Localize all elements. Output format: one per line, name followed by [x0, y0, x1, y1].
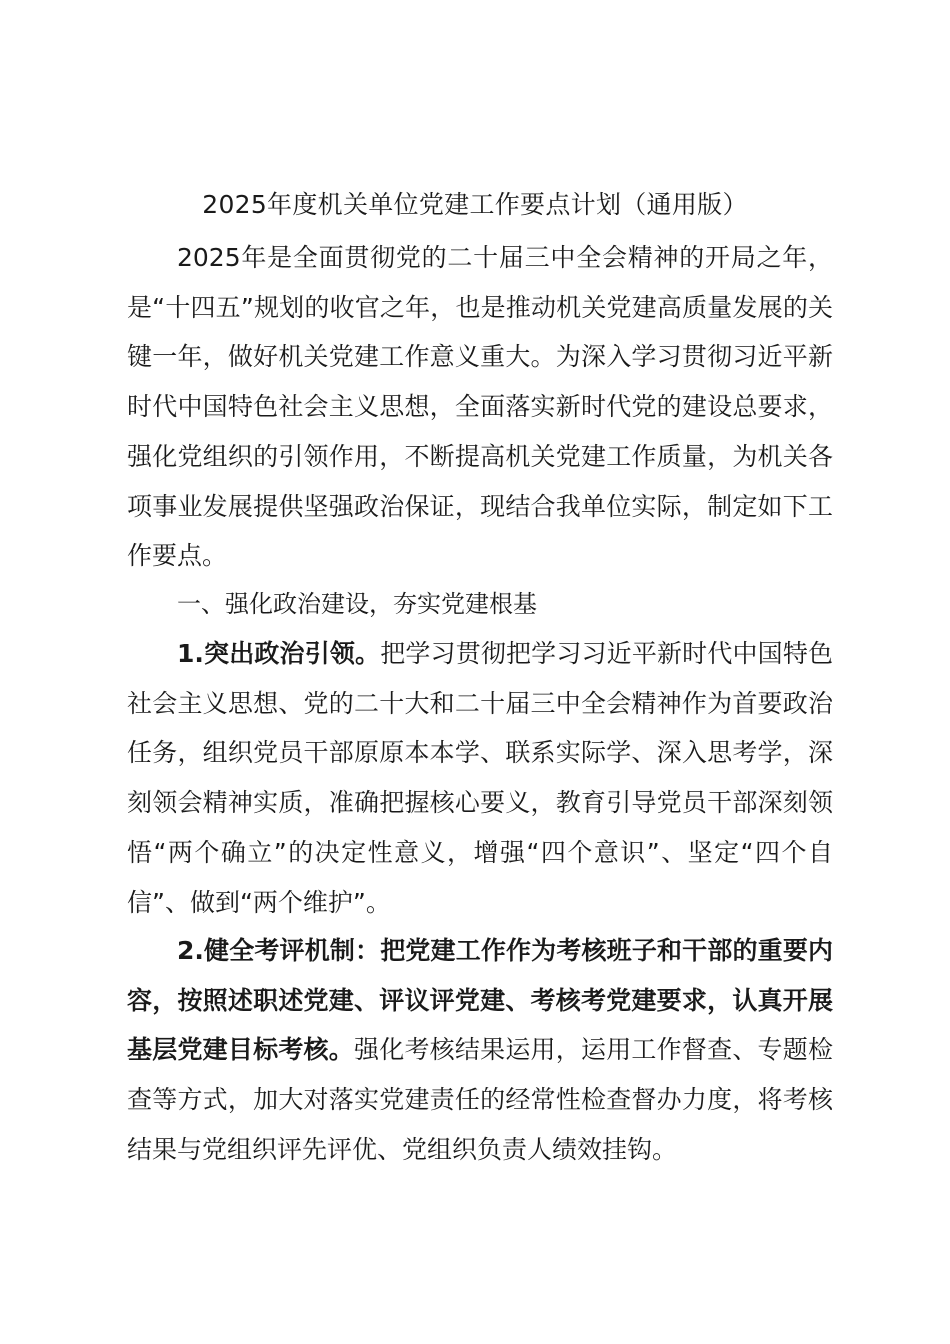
document-title: 2025年度机关单位党建工作要点计划（通用版）	[202, 190, 748, 219]
item-1-paragraph	[127, 629, 833, 927]
section-heading-block	[127, 580, 833, 630]
item-2-block	[127, 926, 833, 1175]
item-2-paragraph	[127, 926, 833, 1175]
item-2-text: 强化考核结果运用，运用工作督查、专题检查等方式，加大对落实党建责任的经常性检查督办力度，将考核结果与党组织评先评优、党组织负责人绩效挂钩。	[127, 1035, 833, 1164]
item-1-lead: 1.突出政治引领。	[177, 639, 381, 668]
intro-paragraph: 2025年是全面贯彻党的二十届三中全会精神的开局之年，是“十四五”规划的收官之年，也是推动机关党建高质量发展的关键一年，做好机关党建工作意义重大。为深入学习贯彻习近平新时代中国特色社会主义思想，全面落实新时代党的建设总要求，强化党组织的引领作用，不断提高机关党建工作质量，为机关各项事业发展提供坚强政治保证，现结合我单位实际，制定如下工作要点。	[127, 243, 833, 571]
item-1-block	[127, 629, 833, 927]
item-2-lead: 2.健全考评机制：把党建工作作为考核班子和干部的重要内容，按照述职述党建、评议评党建、考核考党建要求，认真开展基层党建目标考核。	[127, 936, 833, 1065]
section-heading: 一、强化政治建设，夯实党建根基	[177, 590, 537, 618]
intro-block	[127, 233, 833, 581]
item-1-text: 把学习贯彻把学习习近平新时代中国特色社会主义思想、党的二十大和二十届三中全会精神作为首要政治任务，组织党员干部原原本本学、联系实际学、深入思考学，深刻领会精神实质，准确把握核心要义，教育引导党员干部深刻领悟“两个确立”的决定性意义，增强“四个意识”、坚定“四个自信”、做到“两个维护”。	[127, 639, 833, 917]
